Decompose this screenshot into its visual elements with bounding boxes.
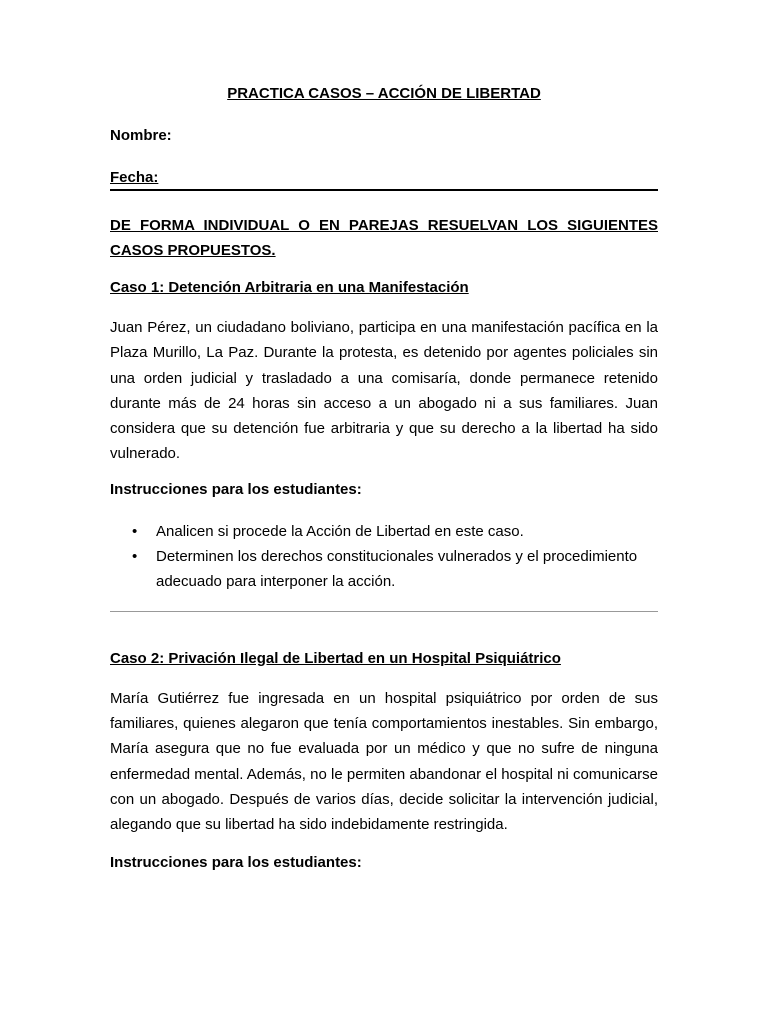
case1-instructions-list	[110, 519, 658, 594]
case2-instructions-heading: Instrucciones para los estudiantes:	[110, 853, 362, 871]
case1-instructions-heading: Instrucciones para los estudiantes:	[110, 480, 362, 498]
case2-title: Caso 2: Privación Ilegal de Libertad en un Hospital Psiquiátrico	[110, 649, 561, 667]
bullet-icon: •	[132, 547, 138, 565]
case2-body: María Gutiérrez fue ingresada en un hospital psiquiátrico por orden de sus familiares, quienes alegaron que tenía comportamientos inestables. Sin embargo, María asegura que no fue evaluada por un médico y que no sufre de ninguna enfermedad mental. Además, no le permiten abandonar el hospital ni comunicarse con un abogado. Después de varios días, decide solicitar la intervención judicial, alegando que su libertad ha sido indebidamente restringida.	[110, 689, 658, 834]
case1-title: Caso 1: Detención Arbitraria en una Manifestación	[110, 279, 469, 296]
fecha-label: Fecha:	[110, 168, 658, 191]
document-page	[110, 84, 658, 873]
bullet-icon: •	[132, 522, 138, 540]
main-instruction: DE FORMA INDIVIDUAL O EN PAREJAS RESUELVAN LOS SIGUIENTES CASOS PROPUESTOS.	[110, 217, 658, 259]
list-item	[110, 544, 658, 594]
document-title: PRACTICA CASOS – ACCIÓN DE LIBERTAD	[227, 85, 541, 102]
nombre-label: Nombre:	[110, 127, 172, 144]
case1-body: Juan Pérez, un ciudadano boliviano, participa en una manifestación pacífica en la Plaza Murillo, La Paz. Durante la protesta, es detenido por agentes policiales sin una orden judicial y trasladado a una comisaría, donde permanece retenido durante más de 24 horas sin acceso a un abogado ni a sus familiares. Juan considera que su detención fue arbitraria y que su derecho a la libertad ha sido vulnerado.	[110, 319, 658, 463]
list-item-text: Analicen si procede la Acción de Libertad en este caso.	[156, 522, 524, 540]
list-item-text: Determinen los derechos constitucionales vulnerados y el procedimiento adecuado para interponer la acción.	[156, 547, 638, 590]
section-divider	[110, 611, 658, 612]
list-item	[110, 519, 658, 544]
